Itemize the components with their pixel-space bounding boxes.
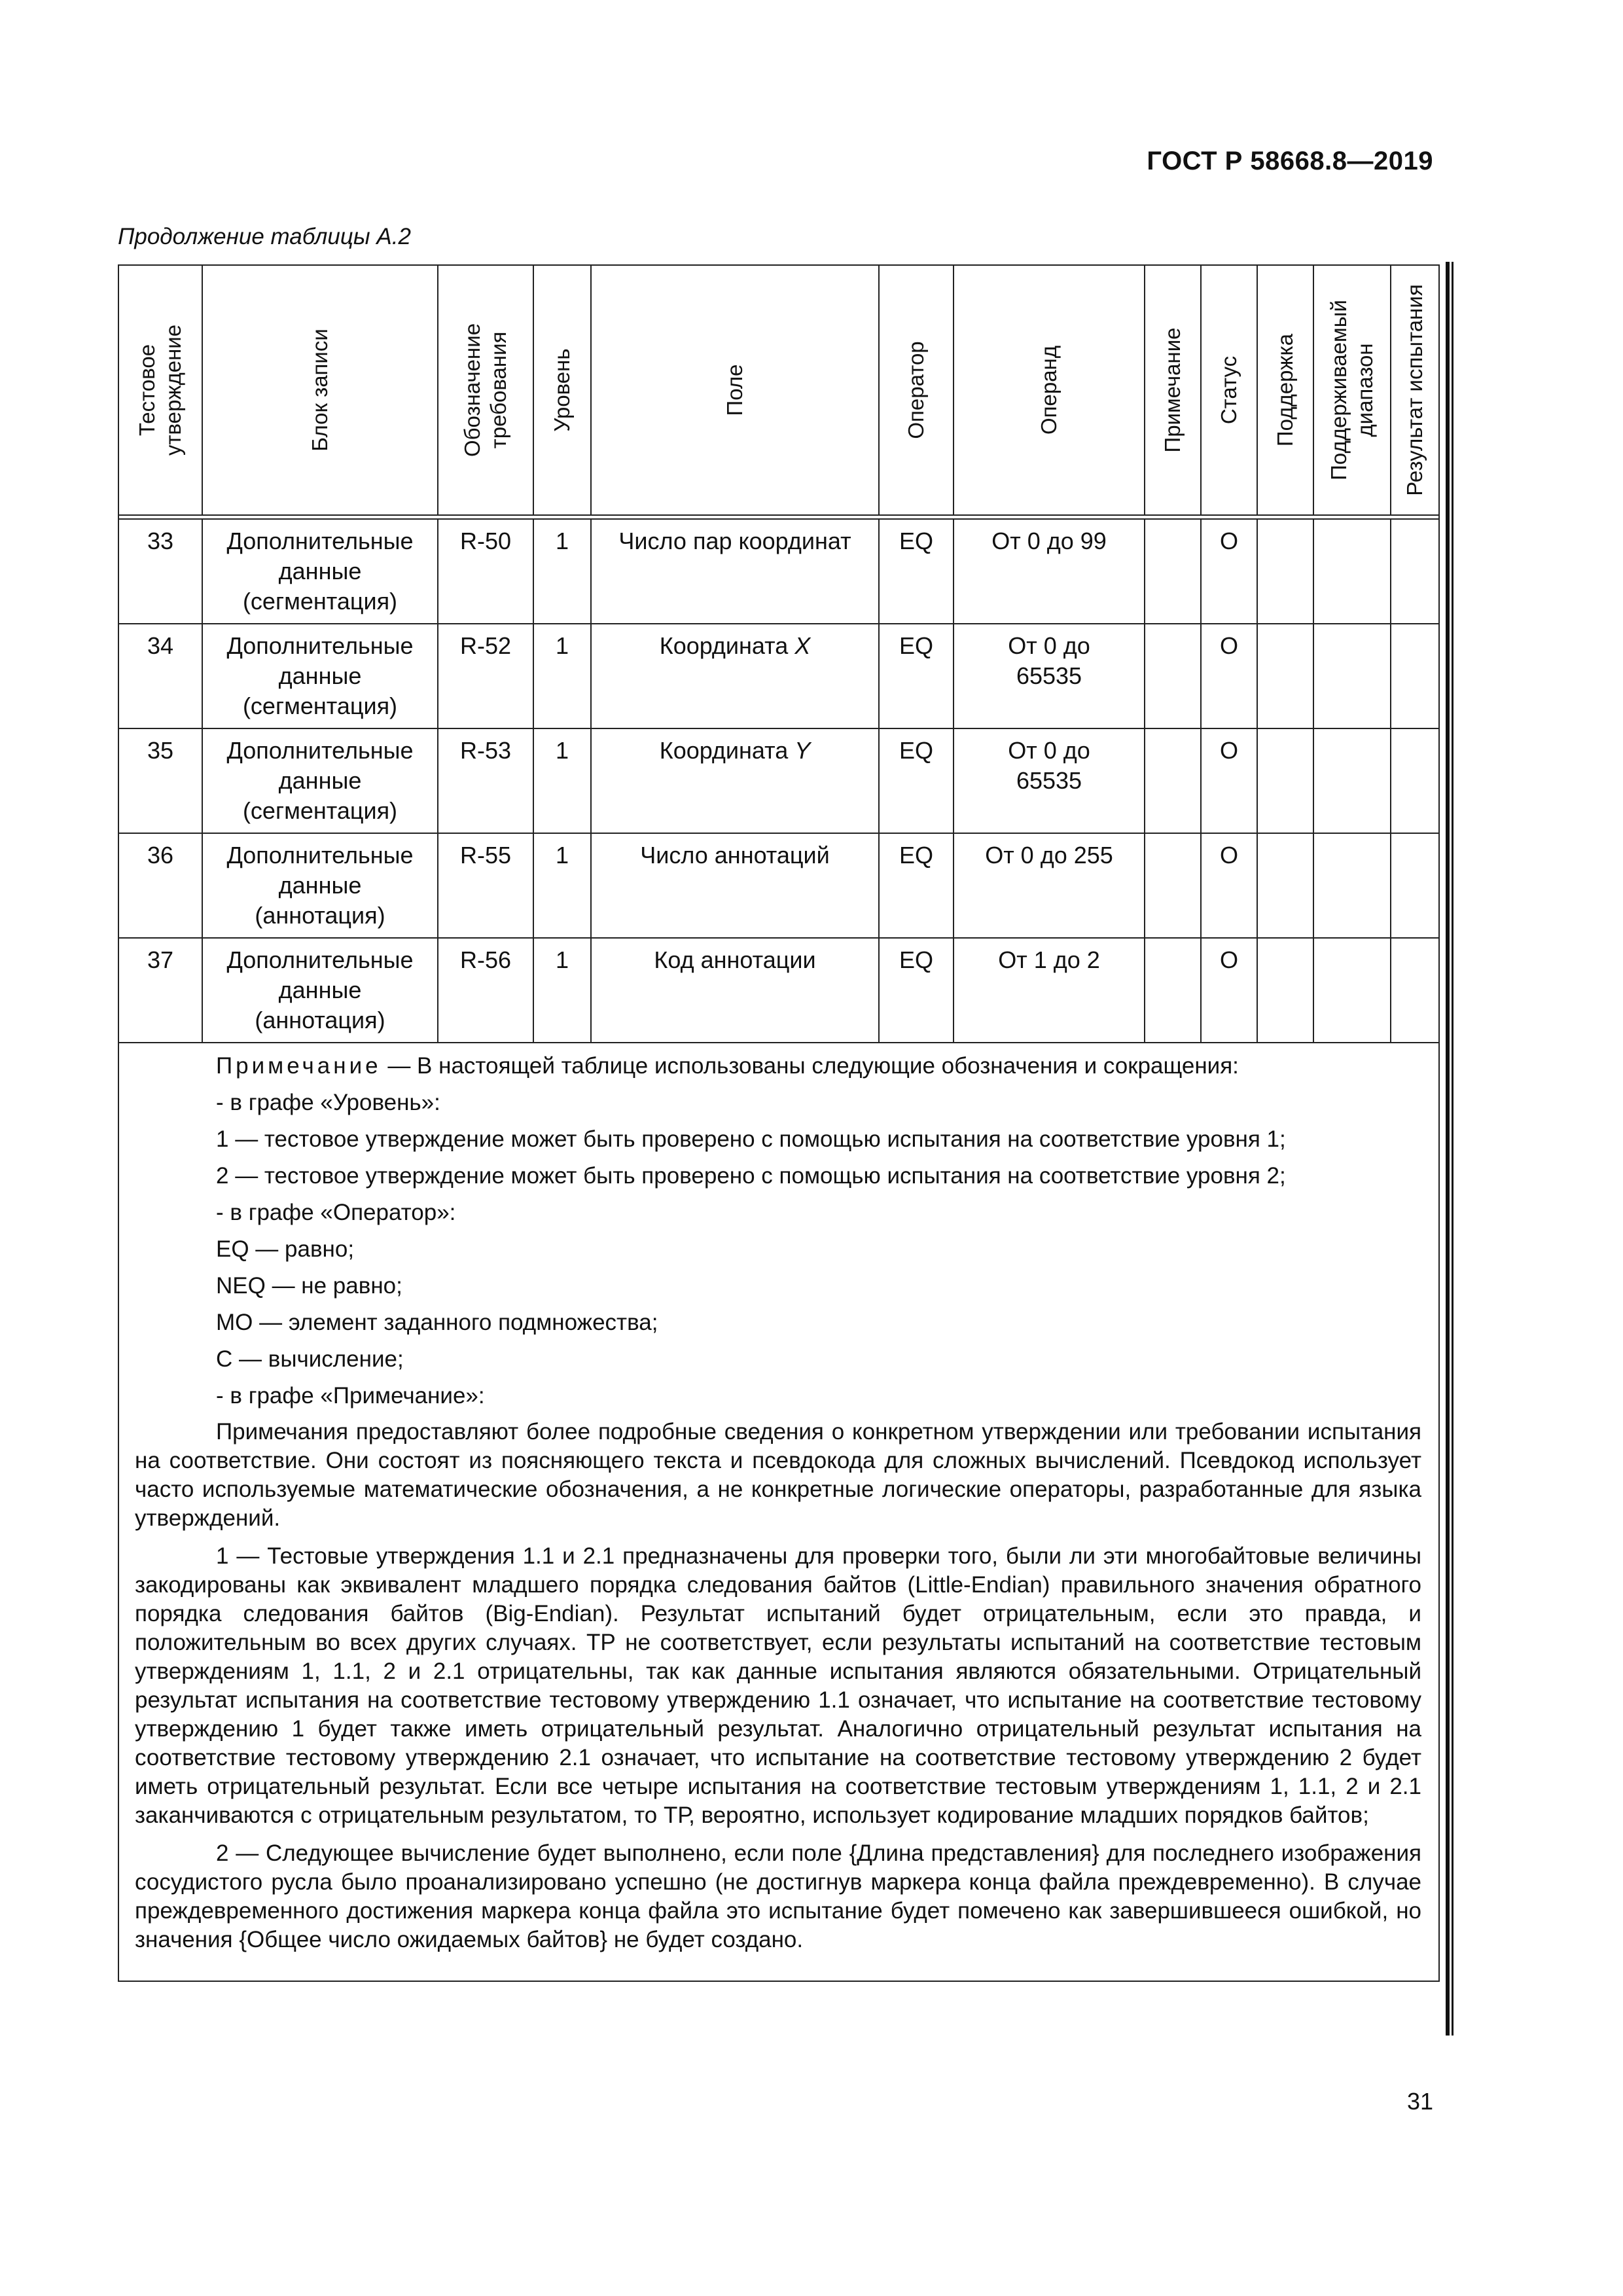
cell-note bbox=[1145, 938, 1201, 1043]
cell-level: 1 bbox=[533, 833, 591, 938]
cell-block: Дополнительные данные (аннотация) bbox=[202, 938, 438, 1043]
col-header: Поддерживаемый диапазон bbox=[1313, 265, 1391, 515]
cell-note bbox=[1145, 624, 1201, 728]
note-paragraph: 2 — Следующее вычисление будет выполнено, если поле {Длина представления} для последнего изображения сосудистого русла было проанализировано успешно (не достигнув маркера конца файла преждевременно). В случае преждевременного достижения маркера конца файла это испытание будет помечено как завершившееся ошибкой, но значения {Общее число ожидаемых байтов} не будет создано. bbox=[135, 1840, 1421, 1952]
note-line: МО — элемент заданного подмножества; bbox=[216, 1310, 658, 1335]
note-line: - в графе «Примечание»: bbox=[216, 1383, 485, 1408]
cell-range bbox=[1313, 833, 1391, 938]
document-code: ГОСТ Р 58668.8—2019 bbox=[1147, 147, 1433, 175]
col-header: Статус bbox=[1201, 265, 1257, 515]
cell-result bbox=[1391, 519, 1439, 624]
cell-field: Число аннотаций bbox=[591, 833, 879, 938]
cell-operator: EQ bbox=[879, 624, 954, 728]
col-header: Операнд bbox=[954, 265, 1145, 515]
note-line: 2 — тестовое утверждение может быть проверено с помощью испытания на соответствие уровня 2; bbox=[216, 1163, 1286, 1189]
cell-field: Координата Y bbox=[591, 728, 879, 833]
cell-support bbox=[1257, 938, 1313, 1043]
table-row bbox=[118, 833, 1439, 938]
col-header: Тестовое утверждение bbox=[118, 265, 202, 515]
cell-operand: От 0 до 99 bbox=[954, 519, 1145, 624]
cell-operand: От 0 до 65535 bbox=[954, 728, 1145, 833]
cell-num: 34 bbox=[118, 624, 202, 728]
cell-level: 1 bbox=[533, 519, 591, 624]
cell-req: R-50 bbox=[438, 519, 533, 624]
cell-operand: От 0 до 65535 bbox=[954, 624, 1145, 728]
cell-status: O bbox=[1201, 938, 1257, 1043]
note-line: 1 — тестовое утверждение может быть проверено с помощью испытания на соответствие уровня 1; bbox=[216, 1126, 1286, 1152]
cell-status: O bbox=[1201, 728, 1257, 833]
cell-result bbox=[1391, 728, 1439, 833]
col-header: Примечание bbox=[1145, 265, 1201, 515]
cell-operand: От 1 до 2 bbox=[954, 938, 1145, 1043]
cell-note bbox=[1145, 728, 1201, 833]
note-paragraph: Примечания предоставляют более подробные сведения о конкретном утверждении или требовании испытания на соответствие. Они состоят из поясняющего текста и псевдокода для сложных вычислений. Псевдокод использует часто используемые математические обозначения, а не конкретные логические операторы, разработанные для языка утверждений. bbox=[135, 1419, 1421, 1531]
cell-operator: EQ bbox=[879, 833, 954, 938]
cell-status: O bbox=[1201, 833, 1257, 938]
cell-range bbox=[1313, 624, 1391, 728]
cell-support bbox=[1257, 833, 1313, 938]
col-header: Поддержка bbox=[1257, 265, 1313, 515]
cell-support bbox=[1257, 624, 1313, 728]
cell-operator: EQ bbox=[879, 938, 954, 1043]
col-header: Поле bbox=[591, 265, 879, 515]
cell-block: Дополнительные данные (аннотация) bbox=[202, 833, 438, 938]
note-line: EQ — равно; bbox=[216, 1236, 355, 1262]
cell-support bbox=[1257, 519, 1313, 624]
notes-title: Примечание — В настоящей таблице использованы следующие обозначения и сокращения: bbox=[216, 1053, 1239, 1079]
note-line: NEQ — не равно; bbox=[216, 1273, 402, 1299]
cell-note bbox=[1145, 833, 1201, 938]
page-number: 31 bbox=[1406, 2088, 1433, 2115]
cell-status: O bbox=[1201, 624, 1257, 728]
cell-num: 35 bbox=[118, 728, 202, 833]
cell-block: Дополнительные данные (сегментация) bbox=[202, 519, 438, 624]
cell-range bbox=[1313, 519, 1391, 624]
cell-range bbox=[1313, 938, 1391, 1043]
cell-operand: От 0 до 255 bbox=[954, 833, 1145, 938]
cell-operator: EQ bbox=[879, 519, 954, 624]
change-bar bbox=[1446, 262, 1454, 2036]
cell-req: R-53 bbox=[438, 728, 533, 833]
cell-req: R-55 bbox=[438, 833, 533, 938]
cell-field: Число пар координат bbox=[591, 519, 879, 624]
table-row bbox=[118, 624, 1439, 728]
note-line: - в графе «Оператор»: bbox=[216, 1200, 456, 1225]
cell-req: R-56 bbox=[438, 938, 533, 1043]
col-header: Оператор bbox=[879, 265, 954, 515]
notes-row bbox=[118, 1043, 1439, 1981]
cell-note bbox=[1145, 519, 1201, 624]
table-caption: Продолжение таблицы А.2 bbox=[118, 224, 411, 249]
table-header-row bbox=[118, 265, 1439, 515]
cell-block: Дополнительные данные (сегментация) bbox=[202, 728, 438, 833]
cell-level: 1 bbox=[533, 728, 591, 833]
cell-num: 33 bbox=[118, 519, 202, 624]
cell-support bbox=[1257, 728, 1313, 833]
col-header: Уровень bbox=[533, 265, 591, 515]
cell-block: Дополнительные данные (сегментация) bbox=[202, 624, 438, 728]
cell-field: Координата X bbox=[591, 624, 879, 728]
cell-result bbox=[1391, 624, 1439, 728]
cell-level: 1 bbox=[533, 624, 591, 728]
cell-num: 37 bbox=[118, 938, 202, 1043]
col-header: Результат испытания bbox=[1391, 265, 1439, 515]
cell-field: Код аннотации bbox=[591, 938, 879, 1043]
table-row bbox=[118, 519, 1439, 624]
cell-operator: EQ bbox=[879, 728, 954, 833]
notes-cell bbox=[118, 1043, 1439, 1981]
cell-req: R-52 bbox=[438, 624, 533, 728]
requirements-table bbox=[118, 264, 1440, 1982]
note-line: - в графе «Уровень»: bbox=[216, 1090, 440, 1115]
cell-status: O bbox=[1201, 519, 1257, 624]
cell-result bbox=[1391, 938, 1439, 1043]
cell-range bbox=[1313, 728, 1391, 833]
col-header: Обозначение требования bbox=[438, 265, 533, 515]
note-paragraph: 1 — Тестовые утверждения 1.1 и 2.1 предназначены для проверки того, были ли эти многобайтовые величины закодированы как эквивалент младшего порядка следования байтов (Little-Endian) правильного значения обратного порядка следования байтов (Big-Endian). Результат испытаний будет отрицательным, если это правда, и положительным во всех других случаях. ТР не соответствует, если результаты испытаний на соответствие тестовым утверждениям 1, 1.1, 2 и 2.1 отрицательны, так как данные испытания являются обязательными. Отрицательный результат испытания на соответствие тестовому утверждению 1.1 означает, что испытание на соответствие тестовому утверждению 1 будет также иметь отрицательный результат. Аналогично отрицательный результат испытания на соответствие тестовому утверждению 2.1 означает, что испытание на соответствие тестовому утверждению 2 будет иметь отрицательный результат. Если все четыре испытания на соответствие тестовым утверждениям 1, 1.1, 2 и 2.1 заканчиваются с отрицательным результатом, то ТР, вероятно, использует кодирование младших порядков байтов; bbox=[135, 1543, 1421, 1828]
cell-level: 1 bbox=[533, 938, 591, 1043]
note-line: С — вычисление; bbox=[216, 1346, 404, 1372]
cell-result bbox=[1391, 833, 1439, 938]
col-header: Блок записи bbox=[202, 265, 438, 515]
cell-num: 36 bbox=[118, 833, 202, 938]
table-row bbox=[118, 728, 1439, 833]
table-row bbox=[118, 938, 1439, 1043]
